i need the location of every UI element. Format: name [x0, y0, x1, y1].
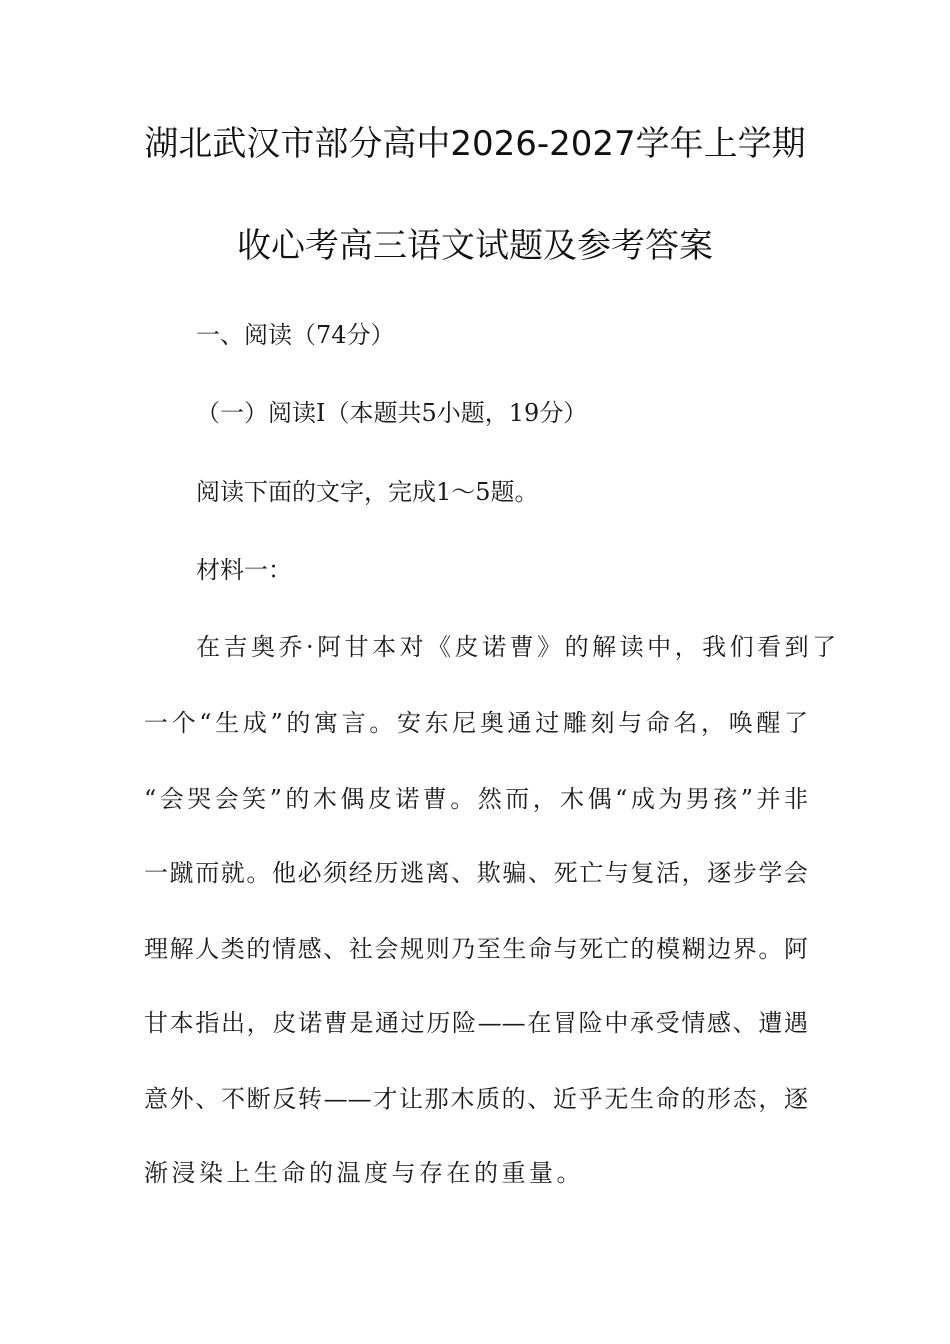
paragraph-line: 一个“生成”的寓言。安东尼奥通过雕刻与命名，唤醒了 — [144, 709, 808, 737]
paragraph-line: 理解人类的情感、社会规则乃至生命与死亡的模糊边界。阿 — [144, 935, 808, 963]
paragraph-line: 渐浸染上生命的温度与存在的重量。 — [144, 1159, 584, 1187]
document-title-line-2: 收心考高三语文试题及参考答案 — [237, 226, 713, 266]
paragraph-line: 在吉奥乔·阿甘本对《皮诺曹》的解读中，我们看到了 — [196, 633, 840, 661]
instruction-text: 阅读下面的文字，完成1～5题。 — [196, 478, 539, 506]
document-title-line-1: 湖北武汉市部分高中2026-2027学年上学期 — [144, 124, 806, 164]
section-heading: 一、阅读（74分） — [196, 321, 395, 349]
paragraph-line: 一蹴而就。他必须经历逃离、欺骗、死亡与复活，逐步学会 — [144, 859, 808, 887]
paragraph-line: “会哭会笑”的木偶皮诺曹。然而，木偶“成为男孩”并非 — [144, 785, 808, 813]
paragraph-line: 甘本指出，皮诺曹是通过历险——在冒险中承受情感、遭遇 — [144, 1009, 808, 1037]
subsection-heading: （一）阅读Ⅰ（本题共5小题，19分） — [196, 399, 588, 427]
material-label: 材料一： — [196, 556, 292, 584]
paragraph-line: 意外、不断反转——才让那木质的、近乎无生命的形态，逐 — [144, 1085, 808, 1113]
